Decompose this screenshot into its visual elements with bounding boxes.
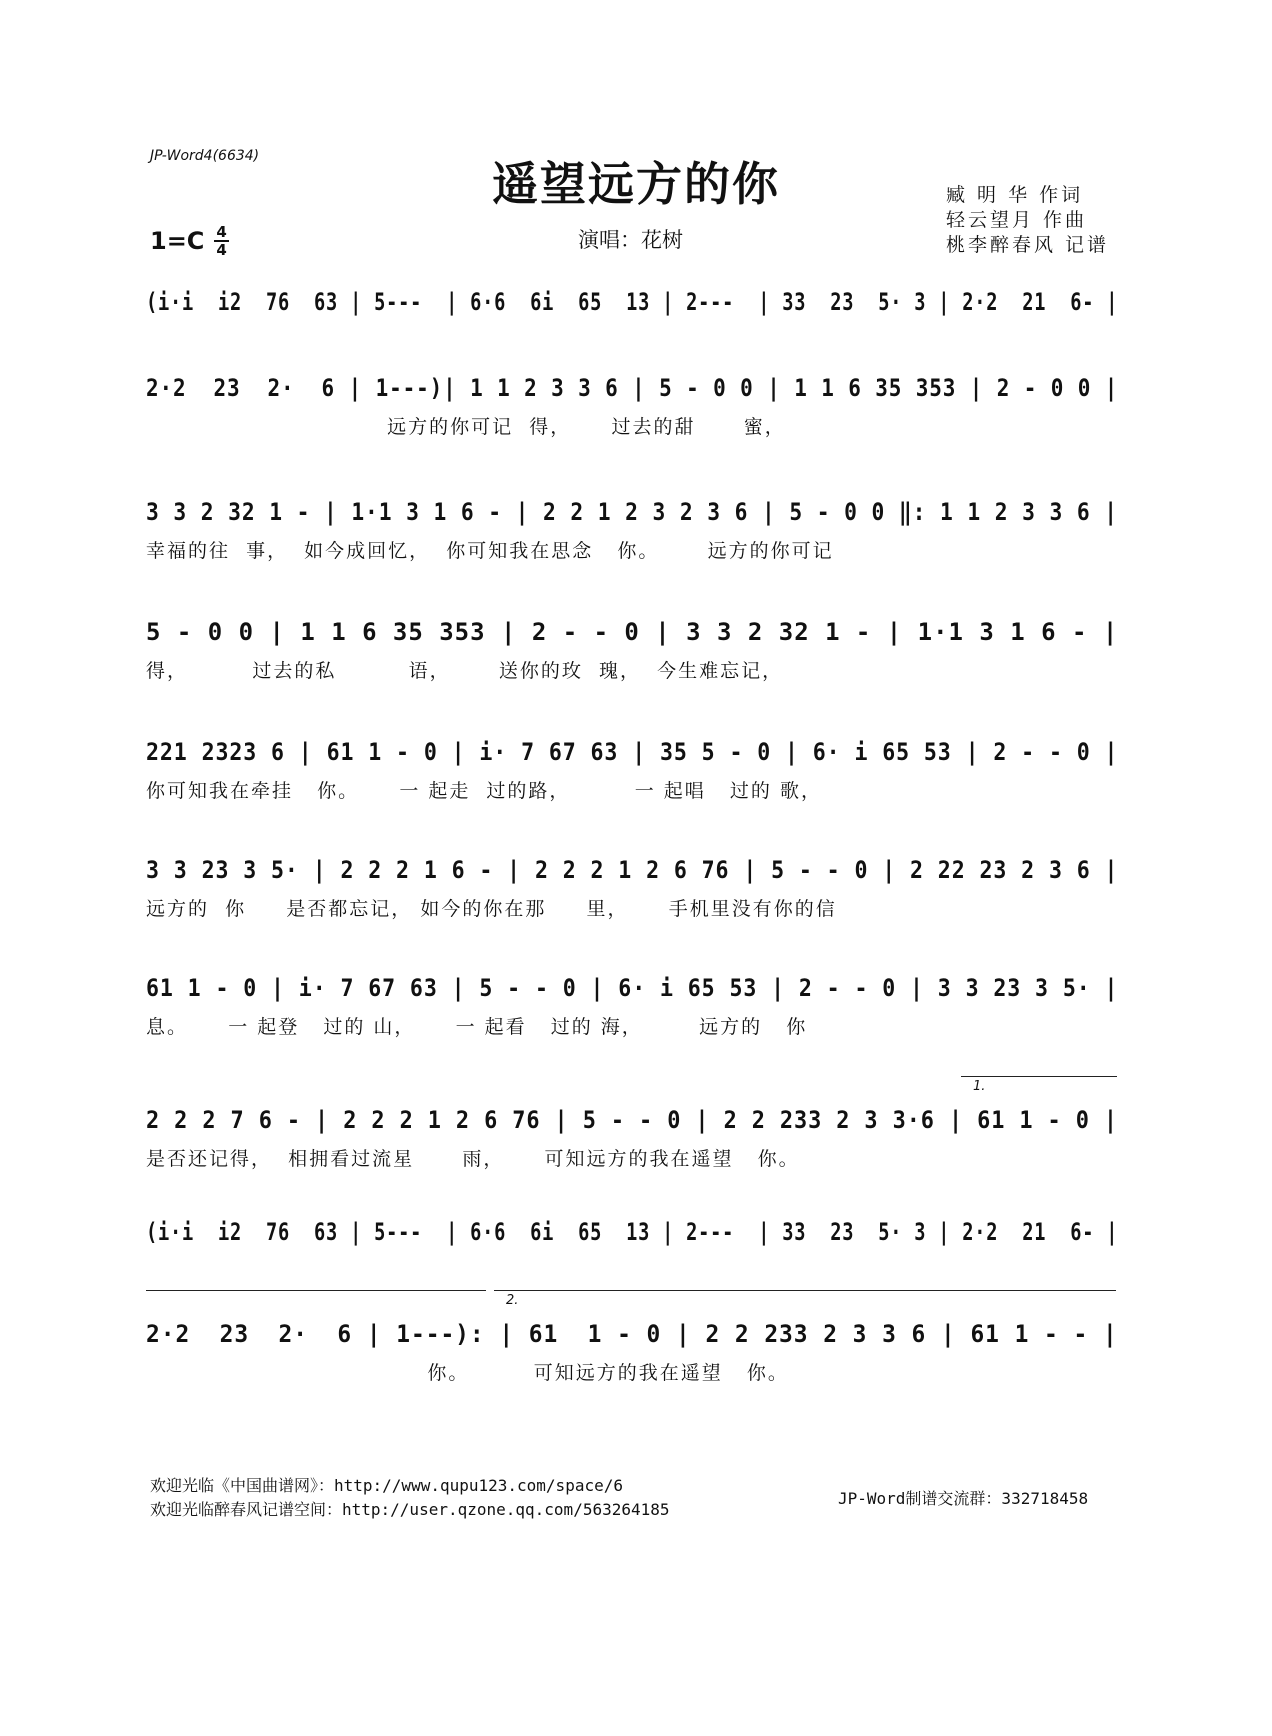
staff-notes: 2·2 23 2· 6 | 1---)| 1 1 2 3 3 6 | 5 - 0 0 | 1 1 6 35 353 | 2 - 0 0 | <box>146 374 1119 402</box>
staff-notes: 2·2 23 2· 6 | 1---): | 61 1 - 0 | 2 2 233 2 3 3 6 | 61 1 - - | <box>146 1320 1118 1348</box>
staff-notes: 5 - 0 0 | 1 1 6 35 353 | 2 - - 0 | 3 3 2 32 1 - | 1·1 3 1 6 - | <box>146 618 1119 646</box>
staff-lyrics: 你。 可知远方的我在遥望 你。 <box>146 1362 789 1384</box>
staff-notes: (i·i i2 76 63 | 5--- | 6·6 6i 65 13 | 2--- | 33 23 5· 3 | 2·2 21 6- | <box>146 1218 1119 1246</box>
time-top: 4 <box>216 223 227 241</box>
staff-lyrics: 幸福的往 事， 如今成回忆， 你可知我在思念 你。 远方的你可记 <box>146 540 834 562</box>
footer-group: JP-Word制谱交流群：332718458 <box>838 1489 1089 1508</box>
composer-credit: 轻云望月 作曲 <box>946 209 1088 231</box>
key-signature <box>150 224 229 258</box>
staff-lyrics: 远方的你可记 得， 过去的甜 蜜， <box>146 416 786 438</box>
staff-notes: 61 1 - 0 | i· 7 67 63 | 5 - - 0 | 6· i 65 53 | 2 - - 0 | 3 3 23 3 5· | <box>146 974 1119 1002</box>
singer-credit: 演唱：花树 <box>578 228 683 252</box>
time-bottom: 4 <box>216 241 227 259</box>
staff-lyrics: 是否还记得， 相拥看过流星 雨， 可知远方的我在遥望 你。 <box>146 1148 800 1170</box>
staff-notes: (i·i i2 76 63 | 5--- | 6·6 6i 65 13 | 2--- | 33 23 5· 3 | 2·2 21 6- | <box>146 288 1119 316</box>
staff-notes: 2 2 2 7 6 - | 2 2 2 1 2 6 76 | 5 - - 0 | 2 2 233 2 3 3·6 | 61 1 - 0 | <box>146 1106 1118 1134</box>
staff-notes: 3 3 2 32 1 - | 1·1 3 1 6 - | 2 2 1 2 3 2 3 6 | 5 - 0 0 ‖: 1 1 2 3 3 6 | <box>146 498 1118 526</box>
volta-first-label: 1. <box>973 1079 986 1094</box>
volta-second-label: 2. <box>506 1293 519 1308</box>
footer-line-2: 欢迎光临醉春风记谱空间：http://user.qzone.qq.com/563264185 <box>150 1500 670 1519</box>
staff-lyrics: 你可知我在牵挂 你。 一 起走 过的路， 一 起唱 过的 歌， <box>146 780 822 802</box>
software-label: JP-Word4(6634) <box>150 148 260 164</box>
transcriber-credit: 桃李醉春风 记谱 <box>946 234 1110 256</box>
volta-end-line <box>146 1290 486 1291</box>
song-title: 遥望远方的你 <box>492 157 780 211</box>
footer-line-1: 欢迎光临《中国曲谱网》：http://www.qupu123.com/space/6 <box>150 1476 623 1495</box>
staff-notes: 221 2323 6 | 61 1 - 0 | i· 7 67 63 | 35 5 - 0 | 6· i 65 53 | 2 - - 0 | <box>146 738 1119 766</box>
time-signature <box>214 224 228 258</box>
staff-notes: 3 3 23 3 5· | 2 2 2 1 6 - | 2 2 2 1 2 6 76 | 5 - - 0 | 2 22 23 2 3 6 | <box>146 856 1119 884</box>
credits <box>946 183 1109 258</box>
volta-second <box>494 1290 1116 1308</box>
volta-first <box>961 1076 1117 1094</box>
footer-links <box>150 1474 670 1522</box>
key-label: 1=C <box>150 227 205 255</box>
staff-lyrics: 息。 一 起登 过的 山， 一 起看 过的 海， 远方的 你 <box>146 1016 808 1038</box>
staff-lyrics: 远方的 你 是否都忘记， 如今的你在那 里， 手机里没有你的信 <box>146 898 837 920</box>
lyricist-credit: 臧 明 华 作词 <box>946 184 1084 206</box>
staff-lyrics: 得， 过去的私 语， 送你的玫 瑰， 今生难忘记， <box>146 660 784 682</box>
